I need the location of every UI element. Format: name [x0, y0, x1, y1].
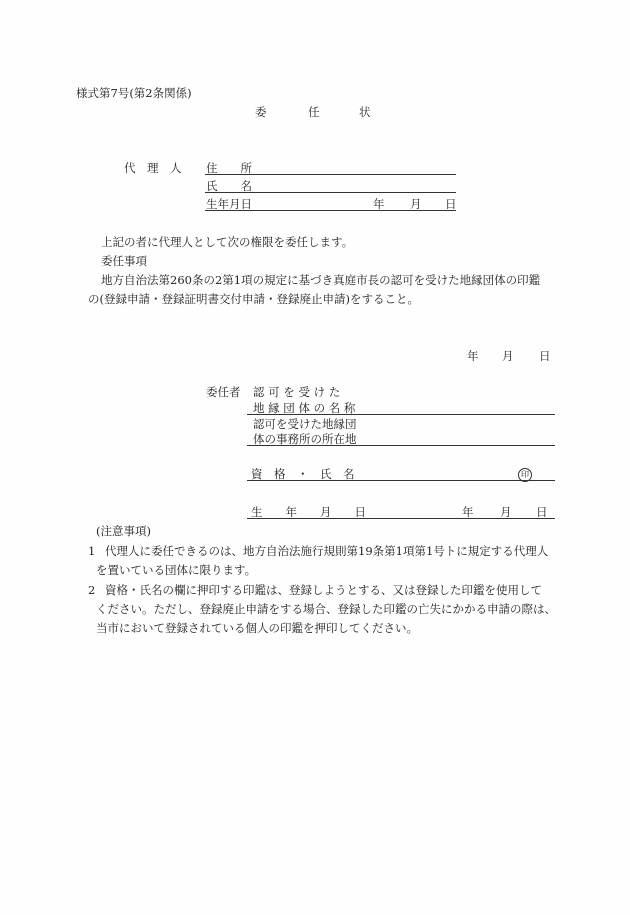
office-label-2: 体の事務所の所在地: [253, 432, 357, 446]
note-2-text-b: ください。ただし、登録廃止申請をする場合、登録した印鑑の亡失にかかる申請の際は、: [96, 602, 556, 616]
note-1-text-b: を置いている団体に限ります。: [96, 563, 257, 577]
title-char: 委: [255, 105, 267, 119]
principal-birth-day: 日: [536, 505, 548, 519]
principal-birth-month: 月: [500, 505, 512, 519]
org-name-label-1: 認 可 を 受 け た: [253, 385, 341, 399]
date-month: 月: [502, 349, 514, 363]
principal-birth-label: 生 年 月 日: [251, 505, 366, 519]
agent-birth-label: 生年月日: [206, 197, 252, 211]
date-day: 日: [539, 349, 551, 363]
org-name-field[interactable]: [247, 414, 555, 415]
org-name-label-2: 地 縁 団 体 の 名 称: [253, 401, 356, 415]
qualification-name-field[interactable]: [247, 480, 555, 481]
agent-birth-field[interactable]: [205, 210, 456, 211]
agent-address-label: 住 所: [206, 161, 252, 175]
office-address-field[interactable]: [247, 445, 555, 446]
principal-birth-field[interactable]: [247, 518, 555, 519]
agent-name-label: 氏 名: [206, 179, 252, 193]
note-1-text-a: 代理人に委任できるのは、地方自治法施行規則第19条第1項第1号トに規定する代理人: [105, 544, 549, 558]
intro-text: 上記の者に代理人として次の権限を委任します。: [101, 235, 354, 249]
agent-birth-year: 年: [373, 197, 385, 211]
title-char: 任: [308, 105, 320, 119]
delegation-text-2: の(登録申請・登録証明書交付申請・登録廃止申請)をすること。: [88, 292, 419, 306]
notes-heading: (注意事項): [96, 524, 151, 538]
principal-birth-year: 年: [462, 505, 474, 519]
note-2-number: 2: [88, 583, 96, 597]
note-2-text-c: 当市において登録されている個人の印鑑を押印してください。: [96, 621, 418, 635]
agent-birth-day: 日: [445, 197, 457, 211]
delegation-heading: 委任事項: [101, 254, 147, 268]
agent-birth-month: 月: [410, 197, 422, 211]
note-2-text-a: 資格・氏名の欄に押印する印鑑は、登録しようとする、又は登録した印鑑を使用して: [105, 583, 542, 597]
agent-address-field[interactable]: [205, 174, 456, 175]
principal-label: 委任者: [206, 385, 241, 399]
seal-icon: 印: [518, 468, 532, 482]
delegation-text-1: 地方自治法第260条の2第1項の規定に基づき真庭市長の認可を受けた地縁団体の印鑑: [101, 273, 541, 287]
agent-name-field[interactable]: [205, 192, 456, 193]
form-number: 様式第7号(第2条関係): [76, 86, 192, 100]
note-1-number: 1: [88, 544, 96, 558]
qualification-name-label: 資 格 ・ 氏 名: [251, 467, 355, 481]
office-label-1: 認可を受けた地縁団: [253, 417, 357, 431]
agent-label: 代 理 人: [124, 161, 182, 175]
title-char: 状: [359, 105, 371, 119]
date-year: 年: [467, 349, 479, 363]
